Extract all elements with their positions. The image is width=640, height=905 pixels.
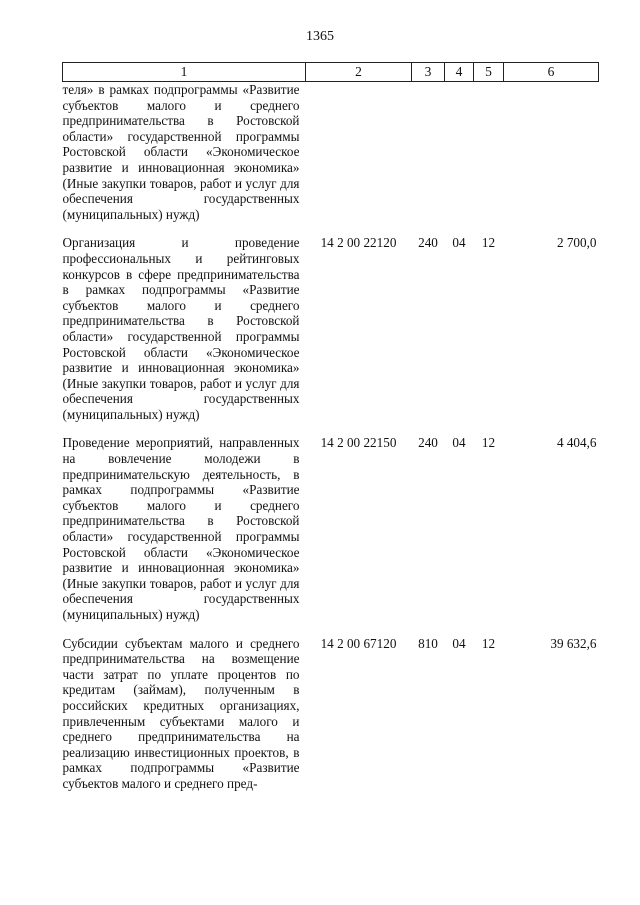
row-sum: 4 404,6: [556, 435, 597, 451]
row-code: 14 2 00 22150: [320, 435, 397, 451]
table-row: [63, 230, 599, 430]
row-sum: [504, 82, 599, 231]
table-header-row: [63, 63, 599, 82]
row-code: 14 2 00 22120: [320, 235, 397, 251]
row-name: Организация и проведение профессиональных и рейтинговых конкурсов в сфере предпринимательства в рамках подпрограммы «Развитие субъектов малого и среднего предпринимательства в Ростовской области» государственной программы Ростовской области «Экономическое развитие и инновационная экономика» (Иные закупки товаров, работ и услуг для обеспечения государственных (муниципальных) нужд): [62, 235, 300, 422]
row-sum: 39 632,6: [550, 635, 597, 651]
table-row: [63, 82, 599, 231]
row-pr: [474, 82, 504, 231]
row-rz: 04: [452, 235, 466, 251]
header-col-3: 3: [412, 63, 445, 82]
row-vr: [412, 82, 445, 231]
row-pr: 12: [481, 435, 496, 451]
page-number: 1365: [306, 29, 334, 44]
budget-table: [62, 62, 599, 792]
row-name: теля» в рамках подпрограммы «Развитие субъектов малого и среднего предпринимательства в Ростовской области» государственной программы Ростовской области «Экономическое развитие и инновационная экономика» (Иные закупки товаров, работ и услуг для обеспечения государственных (муниципальных) нужд): [62, 82, 300, 222]
row-name: Проведение мероприятий, направленных на вовлечение молодежи в предпринимательскую деятельность, в рамках подпрограммы «Развитие субъектов малого и среднего предпринимательства в Ростовской области» государственной программы Ростовской области «Экономическое развитие и инновационная экономика» (Иные закупки товаров, работ и услуг для обеспечения государственных (муниципальных) нужд): [62, 435, 300, 622]
table-row: [63, 631, 599, 792]
row-code: 14 2 00 67120: [320, 635, 397, 651]
row-code: [306, 82, 412, 231]
row-vr: 240: [418, 435, 438, 451]
table-row: [63, 430, 599, 630]
header-col-1: 1: [63, 63, 306, 82]
row-sum: 2 700,0: [556, 235, 597, 251]
header-col-5: 5: [474, 63, 504, 82]
row-rz: 04: [452, 435, 466, 451]
row-pr: 12: [481, 235, 496, 251]
row-vr: 240: [418, 235, 438, 251]
row-name: Субсидии субъектам малого и среднего предпринимательства на возмещение части затрат по уплате процентов по кредитам (займам), полученным в российских кредитных организациях, привлеченным субъектами малого и среднего предпринимательства на реализацию инвестиционных проектов, в рамках подпрограммы «Развитие субъектов малого и среднего пред-: [62, 635, 300, 791]
row-pr: 12: [481, 635, 496, 651]
header-col-6: 6: [504, 63, 599, 82]
header-col-4: 4: [445, 63, 474, 82]
row-rz: 04: [452, 635, 466, 651]
row-rz: [445, 82, 474, 231]
row-vr: 810: [418, 635, 438, 651]
header-col-2: 2: [306, 63, 412, 82]
